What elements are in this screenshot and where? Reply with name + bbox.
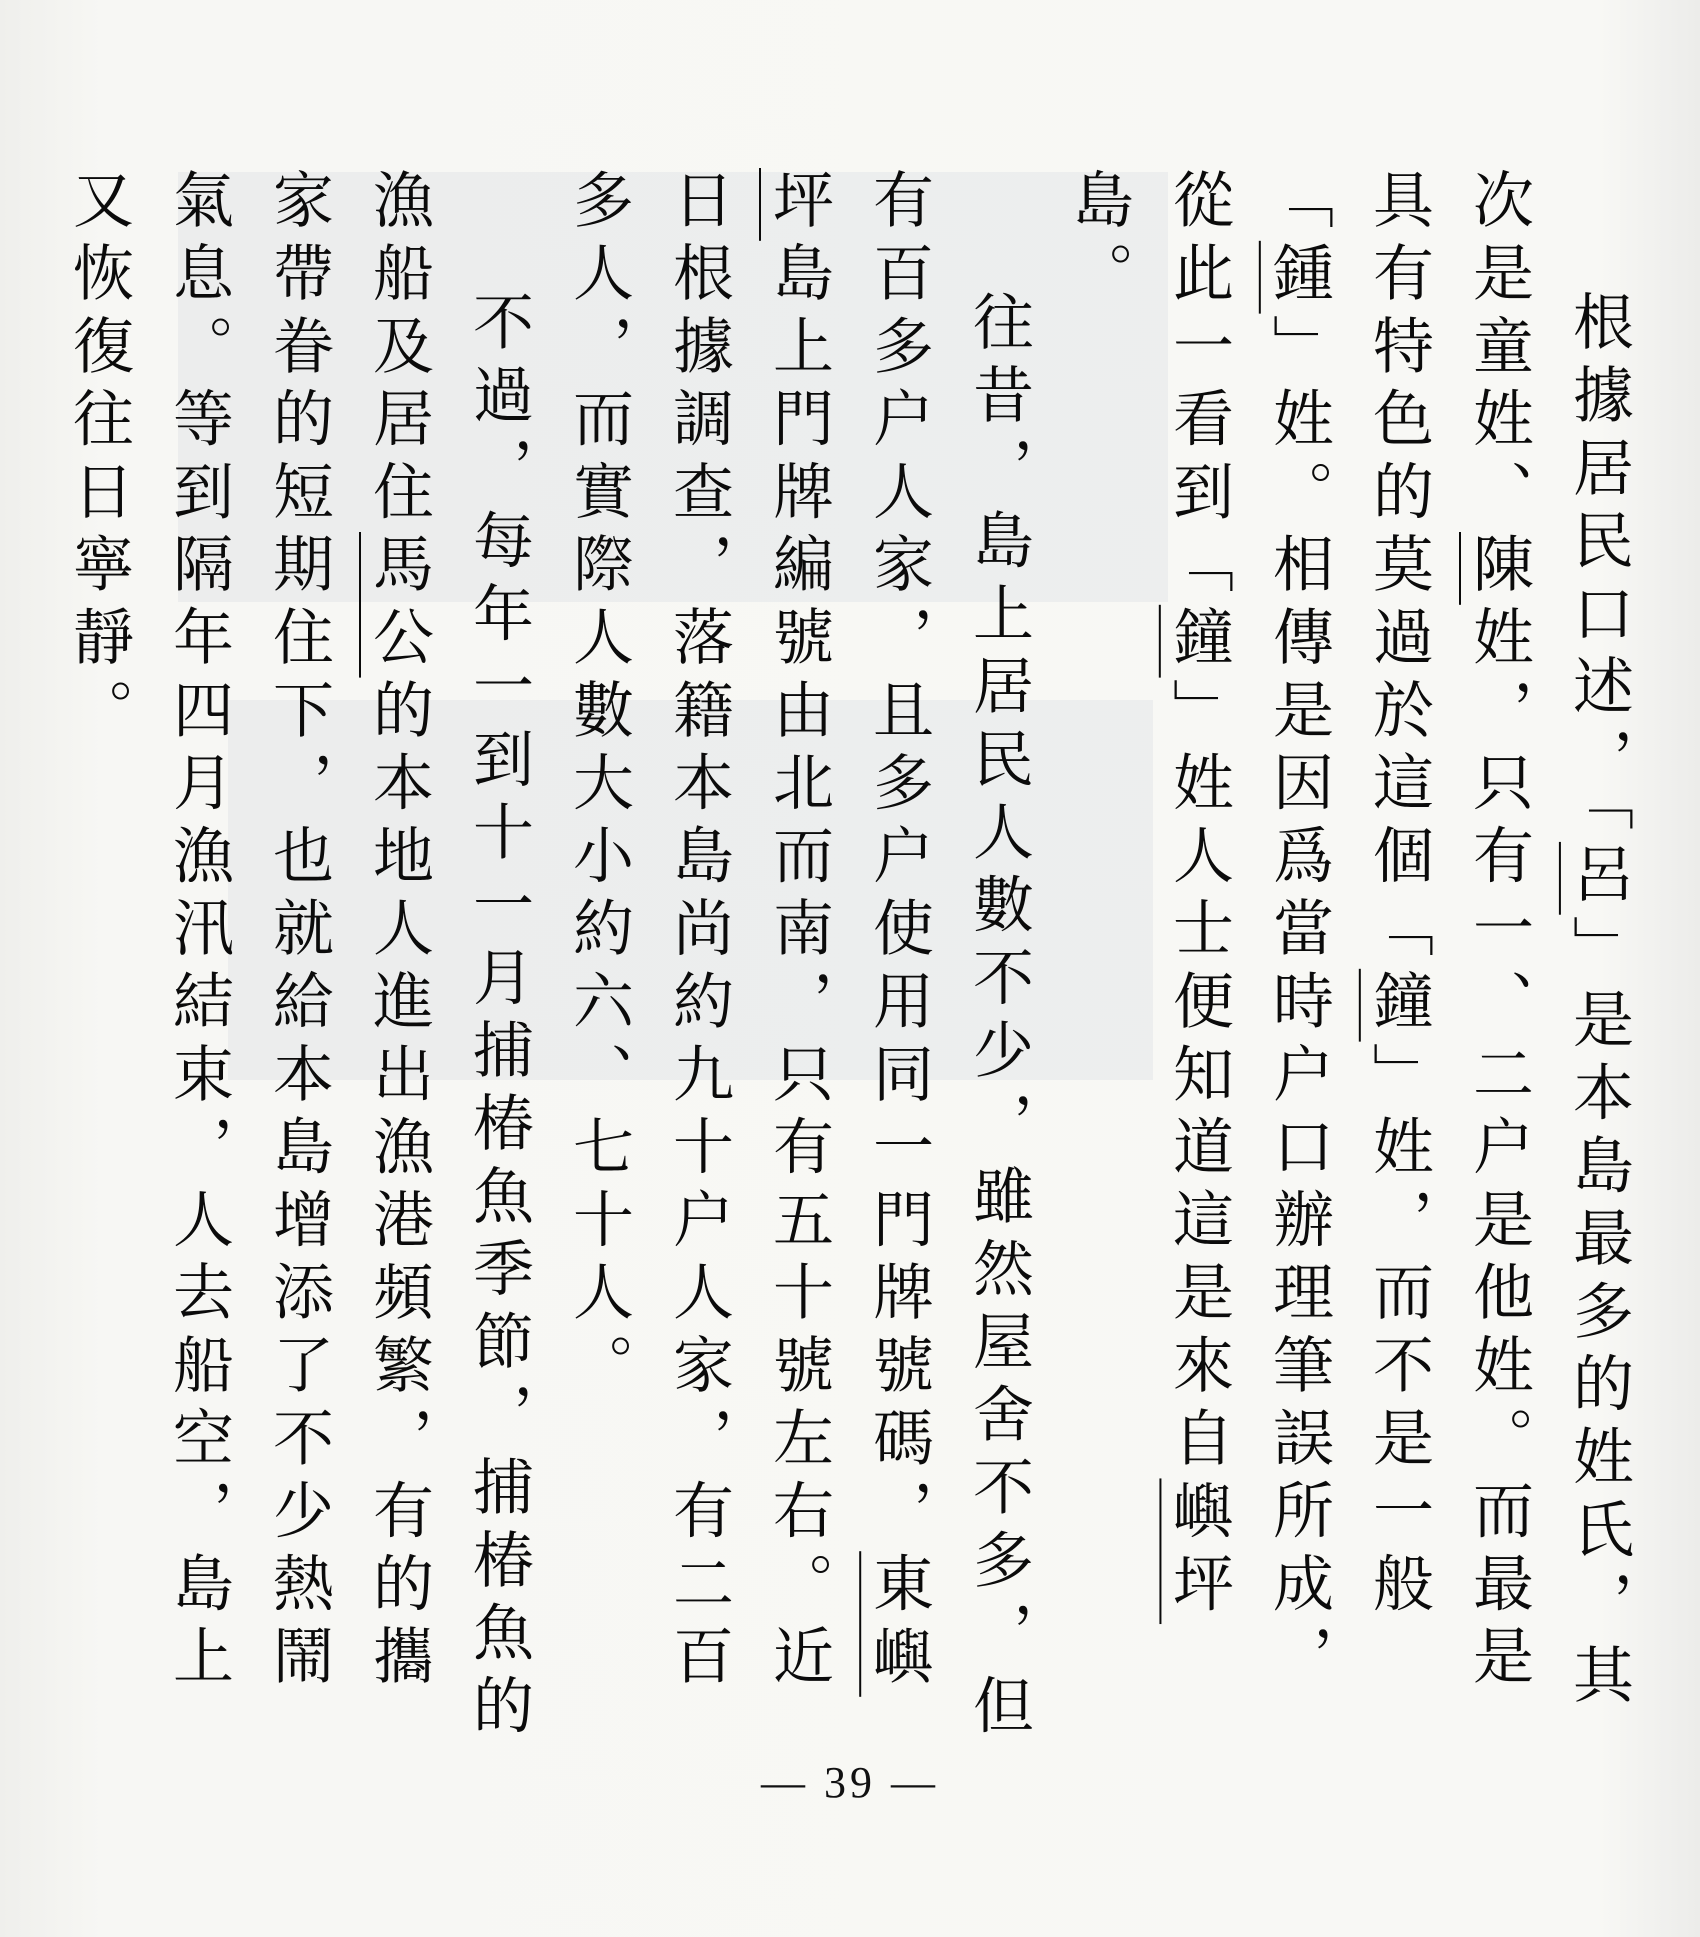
text-segment: 的本地人進出漁港頻繁，有的攜家帶眷的短期住下，也就給本島增添了不少熱鬧氣息。等到隔年四月漁汛結束，人去船空，島上又恢復往日寧靜。 — [63, 168, 434, 1697]
proper-noun-mark: 呂 — [1563, 841, 1634, 915]
text-segment: 」姓。相傳是因爲當時户口辦理筆誤所成，從此一看到「 — [1163, 168, 1334, 1697]
text-segment: 根據居民口述，「 — [1563, 290, 1634, 842]
page-number: — 39 — — [761, 1758, 939, 1807]
paragraph — [1048, 168, 1648, 1748]
proper-noun-mark: 嶼坪 — [1163, 1478, 1234, 1625]
proper-noun-mark: 鐘 — [1163, 604, 1234, 678]
paragraph — [48, 168, 548, 1748]
paragraph — [548, 168, 1048, 1748]
text-segment: 島上門牌編號由北而南，只有五十號左右。近日根據調查，落籍本島尚約九十户人家，有二百多人，而實際人數大小約六、七十人。 — [563, 168, 834, 1697]
text-segment: 往昔，島上居民人數不少，雖然屋舍不多，但有百多户人家，且多户使用同一門牌號碼， — [863, 168, 1034, 1746]
proper-noun-mark: 馬公 — [363, 532, 434, 678]
proper-noun-mark: 陳 — [1463, 532, 1534, 605]
text-segment: 」姓人士便知道這是來自 — [1163, 677, 1234, 1479]
proper-noun-mark: 鍾 — [1263, 240, 1334, 314]
text-segment: 」是本島最多的姓氏，其次是童姓、 — [1463, 168, 1634, 1716]
text-segment: 」姓，而不是一般「 — [1263, 168, 1434, 1625]
text-segment: 姓，只有一、二户是他姓。而最是具有特色的莫過於這個「 — [1363, 168, 1534, 1697]
proper-noun-mark: 東嶼坪 — [763, 168, 934, 1697]
text-segment: 島。 — [1063, 168, 1134, 314]
proper-noun-mark: 鐘 — [1363, 968, 1434, 1042]
vertical-body-text — [48, 168, 1648, 1748]
text-segment: 不過，每年一到十一月捕椿魚季節，捕椿魚的漁船及居住 — [363, 168, 534, 1746]
